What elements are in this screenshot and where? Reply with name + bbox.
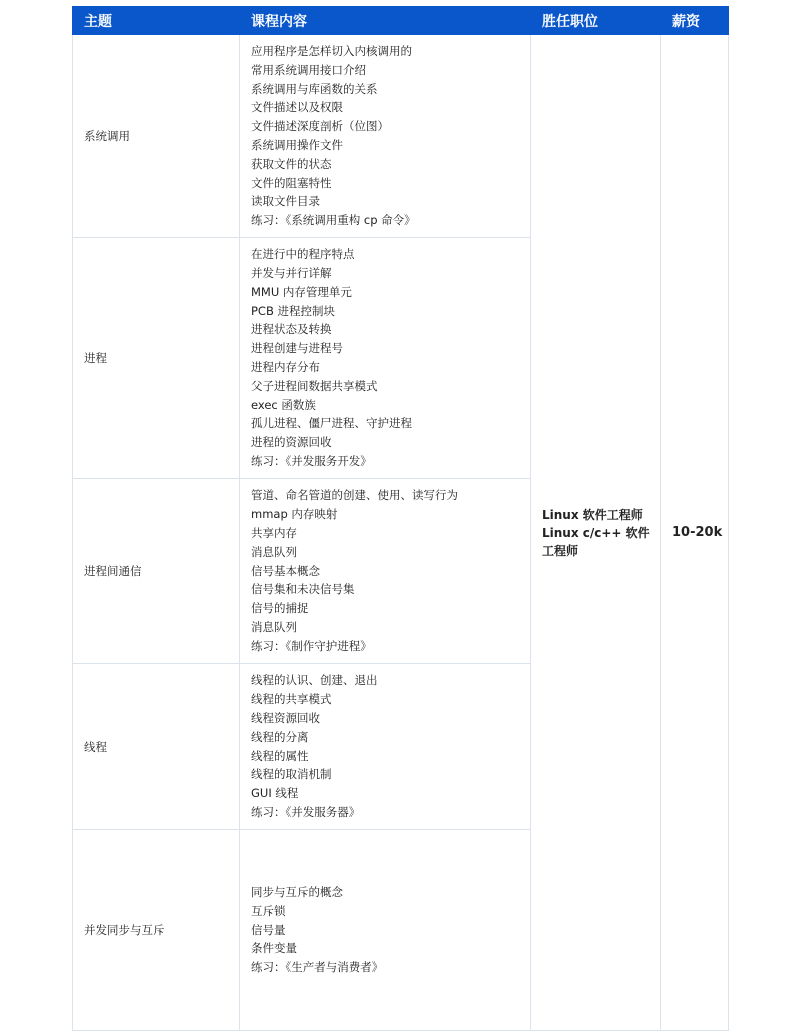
content-cell <box>240 35 531 238</box>
content-item: 进程创建与进程号 <box>251 341 343 356</box>
content-item: 信号集和未决信号集 <box>251 582 355 597</box>
content-item: 线程的共享模式 <box>251 692 332 707</box>
header-row <box>73 7 729 35</box>
content-item: 进程的资源回收 <box>251 435 332 450</box>
content-cell <box>240 238 531 479</box>
content-item: 信号量 <box>251 922 286 937</box>
content-item: 孤儿进程、僵尸进程、守护进程 <box>251 416 412 431</box>
content-item: 系统调用操作文件 <box>251 138 343 152</box>
salary-cell: 10-20k <box>661 35 729 1031</box>
content-item: 线程的取消机制 <box>251 767 332 782</box>
content-cell <box>240 479 531 664</box>
content-item: 进程状态及转换 <box>251 322 332 337</box>
content-item: PCB 进程控制块 <box>251 303 336 318</box>
content-item: 进程内存分布 <box>251 360 320 374</box>
content-item: 读取文件目录 <box>251 194 320 209</box>
header-topic: 主题 <box>73 7 240 35</box>
content-item: exec 函数族 <box>251 397 316 412</box>
content-item: GUI 线程 <box>251 786 299 801</box>
job-cell: Linux 软件工程师 Linux c/c++ 软件工程师 <box>531 35 661 1031</box>
content-item: 消息队列 <box>251 619 297 634</box>
content-item: 消息队列 <box>251 544 297 559</box>
header-content: 课程内容 <box>240 7 531 35</box>
content-item: 应用程序是怎样切入内核调用的 <box>251 44 412 59</box>
content-item: 并发与并行详解 <box>251 266 332 281</box>
content-cell <box>240 664 531 830</box>
table-row <box>73 35 729 238</box>
content-item: 练习：《生产者与消费者》 <box>251 960 384 975</box>
content-item: 获取文件的状态 <box>251 156 332 171</box>
topic-cell: 并发同步与互斥 <box>73 830 240 1031</box>
curriculum-table <box>72 6 729 1031</box>
header-job: 胜任职位 <box>531 7 661 35</box>
topic-cell: 线程 <box>73 664 240 830</box>
content-item: 文件描述深度剖析（位图） <box>251 119 389 134</box>
content-item: 线程的属性 <box>251 748 309 763</box>
header-salary: 薪资 <box>661 7 729 35</box>
content-item: MMU 内存管理单元 <box>251 284 352 299</box>
content-item: 文件描述以及权限 <box>251 100 343 115</box>
content-item: 练习：《并发服务开发》 <box>251 453 372 468</box>
table-body <box>73 35 729 1031</box>
content-item: 常用系统调用接口介绍 <box>251 62 366 77</box>
content-item: 条件变量 <box>251 941 297 956</box>
content-item: 练习：《系统调用重构 cp 命令》 <box>251 213 416 228</box>
content-item: 线程资源回收 <box>251 710 320 725</box>
content-item: 线程的认识、创建、退出 <box>251 673 378 688</box>
content-item: 文件的阻塞特性 <box>251 175 332 190</box>
content-item: 在进行中的程序特点 <box>251 247 355 262</box>
content-item: 信号基本概念 <box>251 563 320 578</box>
content-item: 互斥锁 <box>251 903 286 918</box>
content-item: 管道、命名管道的创建、使用、读写行为 <box>251 488 458 503</box>
content-item: 同步与互斥的概念 <box>251 885 343 899</box>
topic-cell: 进程 <box>73 238 240 479</box>
content-item: 线程的分离 <box>251 729 309 744</box>
topic-cell: 进程间通信 <box>73 479 240 664</box>
content-item: 父子进程间数据共享模式 <box>251 378 378 393</box>
content-cell <box>240 830 531 1031</box>
content-item: 练习：《并发服务器》 <box>251 804 361 819</box>
content-item: 练习：《制作守护进程》 <box>251 638 372 653</box>
content-item: 系统调用与库函数的关系 <box>251 81 378 96</box>
content-item: 共享内存 <box>251 526 297 540</box>
content-item: 信号的捕捉 <box>251 601 309 616</box>
topic-cell: 系统调用 <box>73 35 240 238</box>
content-item: mmap 内存映射 <box>251 507 338 522</box>
